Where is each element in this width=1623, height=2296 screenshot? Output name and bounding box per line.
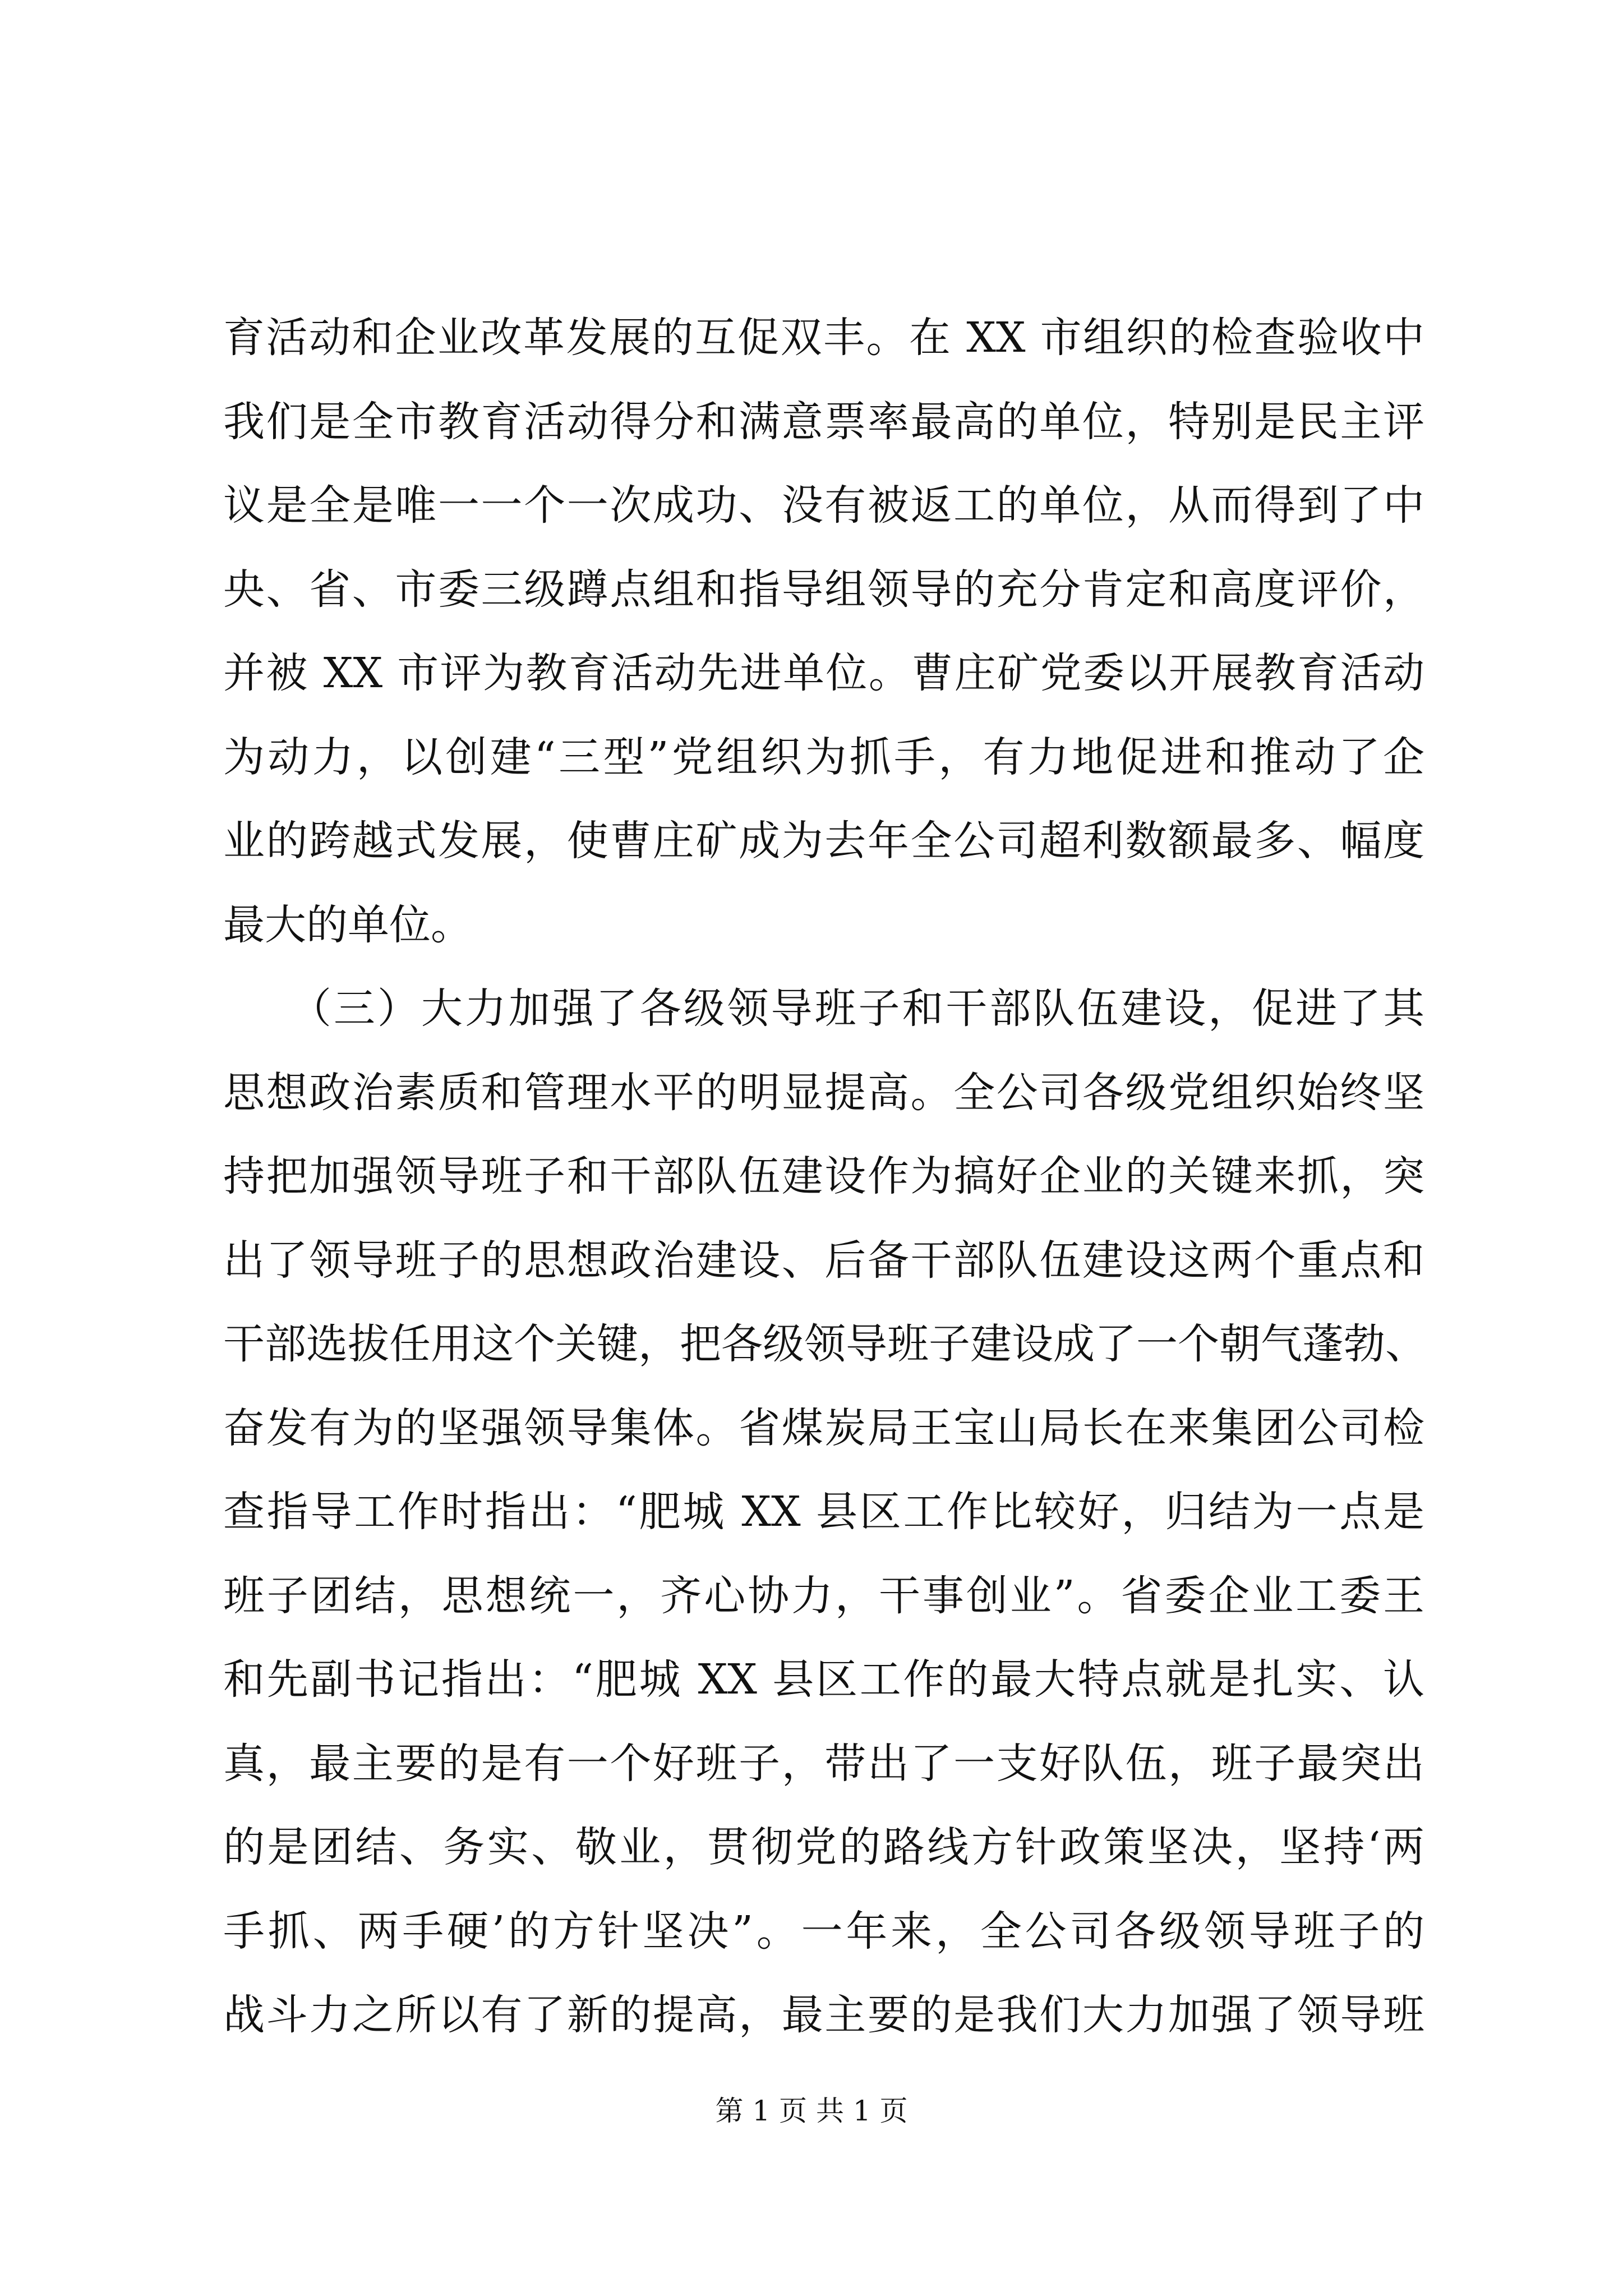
text-line: 和先副书记指出：“肥城 XX 县区工作的最大特点就是扎实、认 (223, 1655, 1424, 1704)
page-footer (0, 2091, 1623, 2131)
text-line: 手抓、两手硬’的方针坚决”。一年来，全公司各级领导班子的 (223, 1907, 1424, 1955)
text-line: 育活动和企业改革发展的互促双丰。在 XX 市组织的检查验收中 (223, 314, 1424, 362)
text-line: 干部选拔任用这个关键，把各级领导班子建设成了一个朝气蓬勃、 (223, 1320, 1427, 1368)
text-line: 并被 XX 市评为教育活动先进单位。曹庄矿党委以开展教育活动 (223, 649, 1424, 697)
text-line: 班子团结，思想统一，齐心协力，干事创业”。省委企业工委王 (223, 1571, 1424, 1620)
body-text (223, 296, 1427, 2058)
text-line: 最大的单位。 (223, 900, 472, 949)
text-line: 我们是全市教育活动得分和满意票率最高的单位，特别是民主评 (223, 397, 1424, 446)
text-line: 持把加强领导班子和干部队伍建设作为搞好企业的关键来抓，突 (223, 1152, 1424, 1200)
text-line: 真，最主要的是有一个好班子，带出了一支好队伍，班子最突出 (223, 1739, 1424, 1788)
text-line: 奋发有为的坚强领导集体。省煤炭局王宝山局长在来集团公司检 (223, 1404, 1424, 1452)
text-line: 查指导工作时指出：“肥城 XX 县区工作比较好，归结为一点是 (223, 1488, 1424, 1536)
text-line: 业的跨越式发展，使曹庄矿成为去年全公司超利数额最多、幅度 (223, 817, 1424, 865)
text-line: 的是团结、务实、敬业，贯彻党的路线方针政策坚决，坚持‘两 (223, 1823, 1424, 1871)
text-line: 议是全是唯一一个一次成功、没有被返工的单位，从而得到了中 (223, 481, 1424, 530)
page-number-label: 第 1 页 共 1 页 (715, 2095, 908, 2127)
text-line: 为动力，以创建“三型”党组织为抓手，有力地促进和推动了企 (223, 733, 1424, 781)
text-line: 思想政治素质和管理水平的明显提高。全公司各级党组织始终坚 (223, 1068, 1424, 1117)
text-line: （三）大力加强了各级领导班子和干部队伍建设，促进了其 (223, 984, 1424, 1033)
text-line: 战斗力之所以有了新的提高，最主要的是我们大力加强了领导班 (223, 1991, 1424, 2039)
text-line: 出了领导班子的思想政治建设、后备干部队伍建设这两个重点和 (223, 1236, 1424, 1285)
text-line: 央、省、市委三级蹲点组和指导组领导的充分肯定和高度评价， (223, 565, 1424, 614)
